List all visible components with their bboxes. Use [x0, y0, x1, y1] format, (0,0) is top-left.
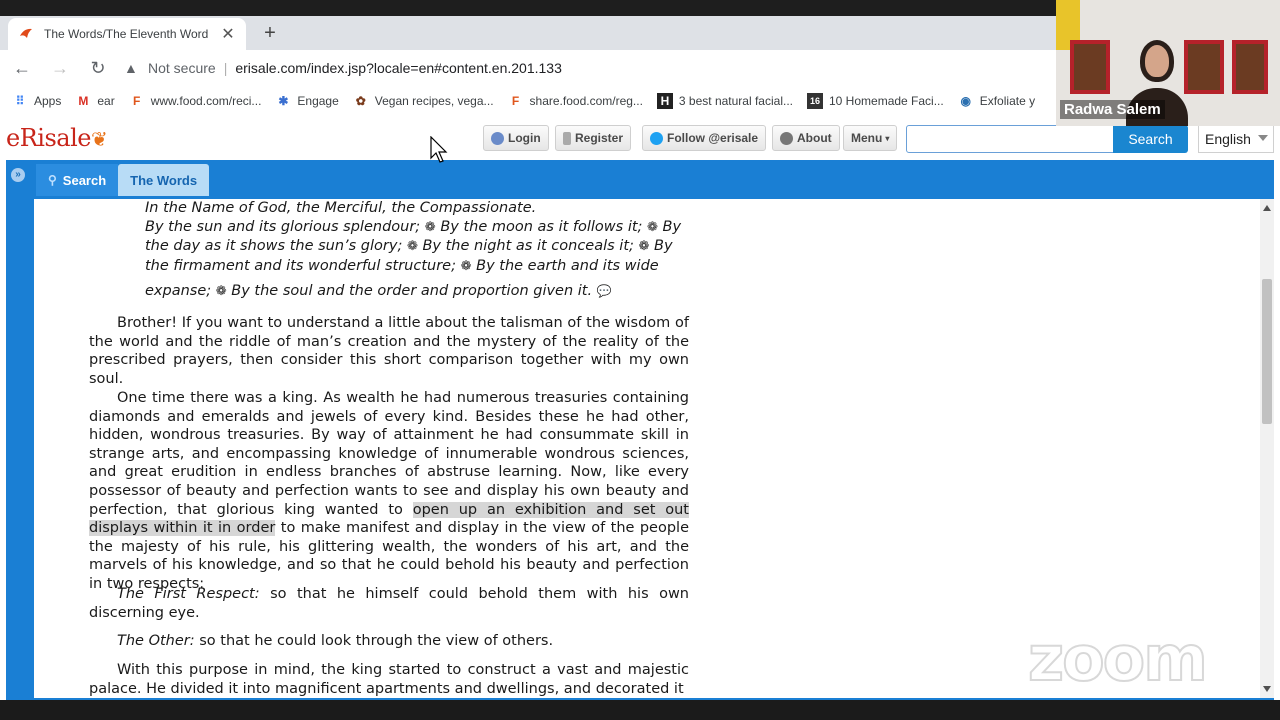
participant-name: Radwa Salem — [1060, 100, 1165, 119]
new-tab-icon[interactable]: + — [264, 22, 276, 44]
reload-icon[interactable]: ↻ — [90, 58, 106, 78]
expand-sidebar-icon[interactable]: » — [11, 168, 25, 182]
person-icon — [780, 132, 793, 145]
participant-video[interactable] — [1056, 0, 1280, 126]
about-label: About — [797, 131, 832, 145]
register-label: Register — [575, 131, 624, 145]
scroll-up-icon[interactable] — [1263, 205, 1271, 211]
poem-text: By the soul and the order and proportion given it. — [231, 283, 593, 300]
vegan-icon: ✿ — [355, 94, 366, 108]
reader-frame — [6, 160, 1274, 700]
language-value: English — [1205, 131, 1251, 147]
wall-frame — [1184, 40, 1224, 94]
tab-words-label: The Words — [130, 172, 198, 188]
bookmark-label: ear — [97, 94, 115, 108]
paragraph-text: so that he himself could behold them with his own discerning eye. — [89, 586, 689, 621]
bookmark-label: share.food.com/reg... — [529, 94, 643, 108]
poem-line — [145, 282, 693, 302]
key-icon — [563, 132, 571, 145]
bookmark-engage[interactable] — [275, 93, 338, 109]
search-icon: ⚲ — [48, 173, 57, 187]
bookmark-homemade[interactable] — [807, 93, 944, 109]
h-icon: H — [657, 93, 673, 109]
search-input[interactable] — [906, 125, 1114, 153]
erisale-favicon-icon — [18, 26, 34, 42]
paragraph-text: to make manifest and display in the view of the people the majesty of his rule, his glittering wealth, the wonders of his art, and the marvels of his knowledge, and so that he could behold his beauty and perfection in two respects: — [89, 520, 690, 592]
bookmark-label: Engage — [297, 94, 339, 108]
poem-text: expanse; — [145, 283, 212, 300]
paragraph — [89, 585, 689, 622]
paragraph: Brother! If you want to understand a little about the talisman of the wisdom of the world and the riddle of man’s creation and the mystery of the reality of the prescribed prayers, then consider this short comparison together with my own soul. — [89, 315, 689, 387]
apps-grid-icon: ⠿ — [15, 94, 25, 108]
warning-icon[interactable]: ▲ — [124, 60, 138, 76]
paragraph — [89, 632, 689, 651]
scroll-thumb[interactable] — [1262, 279, 1272, 424]
menu-button[interactable] — [843, 125, 897, 151]
star-dingbat-icon: ❁ — [460, 258, 472, 274]
register-button[interactable] — [555, 125, 631, 151]
paragraph — [89, 389, 689, 594]
poem-line — [145, 218, 693, 238]
gmail-icon: M — [78, 94, 89, 108]
star-dingbat-icon: ❁ — [638, 239, 650, 255]
poem-text: By — [654, 238, 673, 255]
forward-icon[interactable]: → — [51, 58, 69, 78]
back-icon[interactable]: ← — [13, 58, 31, 78]
wall-frame — [1070, 40, 1110, 94]
respect-label: The Other: — [117, 633, 195, 649]
bookmark-apps[interactable] — [12, 93, 61, 109]
bookmark-label: Apps — [34, 94, 62, 108]
login-button[interactable] — [483, 125, 549, 151]
scrollbar[interactable] — [1260, 199, 1274, 698]
eye-icon: ◉ — [960, 94, 971, 108]
bookmark-food[interactable] — [129, 93, 262, 109]
logo-text: eRisale — [6, 124, 91, 152]
mouse-cursor-icon — [430, 136, 450, 164]
search-button[interactable]: Search — [1113, 125, 1188, 153]
browser-tab[interactable] — [8, 18, 246, 50]
highlighted-text[interactable]: open up an exhibition and set out displays within it in order — [89, 501, 689, 537]
tab-the-words[interactable] — [118, 164, 209, 196]
bookmark-facial[interactable] — [657, 93, 793, 109]
bird-logo-icon: ❦ — [90, 127, 108, 151]
poem-line — [145, 199, 693, 218]
poem — [145, 199, 693, 302]
omnibox-separator: | — [223, 60, 228, 76]
bookmark-label: Exfoliate y — [979, 94, 1036, 108]
about-button[interactable] — [772, 125, 840, 151]
paragraph-text: One time there was a king. As wealth he had numerous treasuries containing diamonds and emeralds and jewels of every kind. Besides these he had other, hidden, wondrous treasuries. By way of attainment he had consummate skill in strange arts, and encompassing knowledge of innumerable wondrous sciences, and great erudition in endless branches of abstruse learning. Now, like every possessor of beauty and perfection wants to see and display his own beauty and perfection, that glorious king wanted to — [89, 390, 689, 518]
respect-label: The First Respect: — [117, 586, 260, 602]
poem-text: By the night as it conceals it; — [422, 238, 634, 255]
twitter-icon — [650, 132, 663, 145]
bookmark-label: www.food.com/reci... — [150, 94, 262, 108]
scroll-down-icon[interactable] — [1263, 686, 1271, 692]
site-header — [0, 120, 1280, 162]
star-dingbat-icon: ❁ — [406, 239, 418, 255]
bookmark-label: Vegan recipes, vega... — [374, 94, 494, 108]
menu-label: Menu — [851, 131, 883, 145]
follow-label: Follow @erisale — [667, 131, 759, 145]
follow-button[interactable] — [642, 125, 766, 151]
zoom-watermark: zoom — [1028, 622, 1206, 695]
omnibox[interactable] — [124, 54, 1024, 82]
participant-head — [1140, 40, 1174, 82]
photo-icon: 16 — [807, 93, 823, 109]
bookmark-label: 3 best natural facial... — [678, 94, 793, 108]
bookmark-share-food[interactable] — [508, 93, 643, 109]
star-dingbat-icon: ❁ — [215, 284, 227, 300]
food-icon: F — [511, 94, 520, 108]
poem-text: By the sun and its glorious splendour; — [145, 218, 421, 235]
reader-tabs — [36, 164, 209, 196]
paragraph: With this purpose in mind, the king started to construct a vast and majestic palace. He divided it into magnificent apartments and dwellings, and decorated it — [89, 662, 689, 697]
close-tab-icon[interactable]: ✕ — [221, 26, 235, 43]
poem-text: In the Name of God, the Merciful, the Compassionate. — [145, 200, 537, 216]
bookmark-label: 10 Homemade Faci... — [829, 94, 944, 108]
website — [0, 120, 1280, 700]
tab-title: The Words/The Eleventh Word — [44, 27, 209, 41]
login-label: Login — [508, 131, 541, 145]
tab-search-label: Search — [62, 172, 107, 188]
star-dingbat-icon: ❁ — [647, 219, 658, 235]
poem-text: the day as it shows the sun’s glory; — [145, 238, 403, 255]
bookmark-gmail[interactable] — [75, 93, 114, 109]
bookmark-vegan[interactable] — [353, 93, 494, 109]
bookmark-exfoliate[interactable] — [958, 93, 1035, 109]
paragraph-text: so that he could look through the view of others. — [194, 633, 554, 649]
caret-down-icon: ▾ — [885, 133, 890, 143]
bottom-strip — [0, 700, 1280, 720]
url-text[interactable]: erisale.com/index.jsp?locale=en#content.en.201.133 — [235, 60, 562, 76]
poem-text: By the moon as it follows it; — [440, 218, 643, 235]
note-icon[interactable]: 💬 — [596, 284, 612, 299]
star-dingbat-icon: ❁ — [424, 219, 436, 235]
bookmarks-bar — [0, 86, 1060, 116]
food-icon: F — [133, 94, 141, 108]
poem-line — [145, 257, 693, 277]
tab-search[interactable] — [36, 164, 118, 196]
butterfly-icon: ✱ — [278, 94, 289, 108]
wall-frame — [1232, 40, 1268, 94]
poem-text: the firmament and its wonderful structure; — [145, 257, 456, 274]
not-secure-label[interactable]: Not secure — [148, 60, 216, 76]
poem-text: By the earth and its wide — [476, 257, 659, 274]
poem-line — [145, 237, 693, 257]
chevron-down-icon — [1258, 135, 1268, 141]
erisale-logo[interactable] — [6, 124, 107, 152]
language-select[interactable] — [1198, 125, 1274, 153]
user-circle-icon — [491, 132, 504, 145]
poem-text: By — [662, 218, 682, 235]
